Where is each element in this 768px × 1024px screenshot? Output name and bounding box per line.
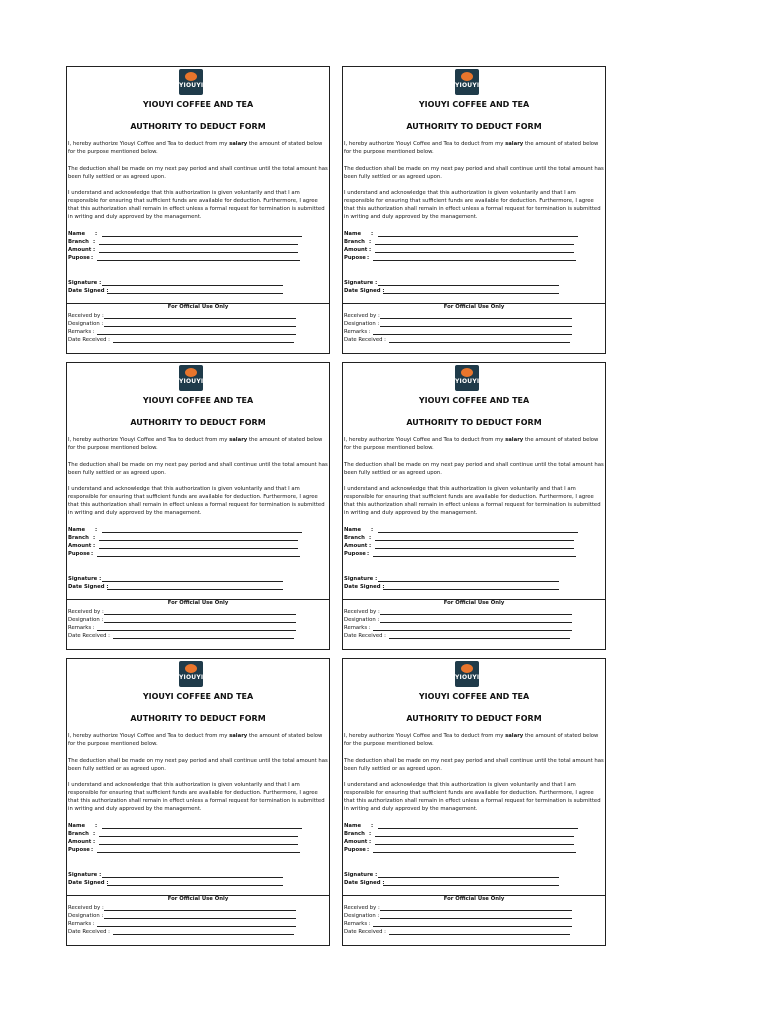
- designation-label: Designation :: [68, 617, 104, 623]
- authorization-text-end: the amount of stated below for the purpose mentioned below.: [344, 437, 599, 451]
- purpose-field[interactable]: [344, 550, 584, 558]
- purpose-input-line[interactable]: [97, 556, 300, 557]
- date-signed-field[interactable]: [344, 583, 584, 591]
- received-by-input-line[interactable]: [380, 614, 572, 615]
- amount-field[interactable]: [344, 542, 584, 550]
- remarks-field[interactable]: [68, 920, 308, 928]
- authorization-text-salary: salary: [229, 733, 248, 739]
- acknowledgement-paragraph: I understand and acknowledge that this authorization is given voluntarily and that I am responsible for ensuring that sufficient funds are available for deduction. Furthermore, I agree that this authorization shall remain in effect unless a formal request for termination is submitted in writing and duly approved by the management.: [68, 486, 325, 516]
- yiouyi-logo: [179, 365, 203, 391]
- remarks-input-line[interactable]: [373, 630, 572, 631]
- received-by-field[interactable]: [68, 608, 308, 616]
- date-signed-input-line[interactable]: [107, 885, 283, 886]
- company-name: YIOUYI COFFEE AND TEA: [142, 396, 254, 405]
- date-received-input-line[interactable]: [389, 638, 570, 639]
- designation-input-line[interactable]: [380, 622, 572, 623]
- authorization-text-end: the amount of stated below for the purpose mentioned below.: [68, 437, 323, 451]
- name-field[interactable]: [344, 526, 584, 534]
- name-input-line[interactable]: [378, 828, 578, 829]
- received-by-field[interactable]: [68, 904, 308, 912]
- yiouyi-logo: [455, 365, 479, 391]
- amount-label: Amount: [344, 839, 368, 845]
- form-title: AUTHORITY TO DEDUCT FORM: [130, 122, 266, 131]
- company-name: YIOUYI COFFEE AND TEA: [142, 692, 254, 701]
- amount-input-line[interactable]: [99, 844, 298, 845]
- signature-field[interactable]: [68, 871, 308, 879]
- date-signed-field[interactable]: [68, 879, 308, 887]
- authorization-text-start: I, hereby authorize Yiouyi Coffee and Tea to deduct from my: [344, 733, 506, 739]
- purpose-input-line[interactable]: [373, 852, 576, 853]
- branch-colon: :: [93, 239, 96, 245]
- authorization-text-end: the amount of stated below for the purpose mentioned below.: [344, 141, 599, 155]
- received-by-input-line[interactable]: [104, 910, 296, 911]
- received-by-field[interactable]: [344, 608, 584, 616]
- received-by-input-line[interactable]: [104, 614, 296, 615]
- remarks-field[interactable]: [344, 328, 584, 336]
- branch-input-line[interactable]: [375, 836, 574, 837]
- remarks-input-line[interactable]: [97, 630, 296, 631]
- deduction-form-card: [342, 658, 606, 946]
- received-by-label: Received by :: [344, 609, 380, 615]
- branch-colon: :: [93, 535, 96, 541]
- designation-label: Designation :: [68, 321, 104, 327]
- amount-field[interactable]: [68, 838, 308, 846]
- date-received-input-line[interactable]: [113, 342, 294, 343]
- amount-input-line[interactable]: [375, 548, 574, 549]
- received-by-field[interactable]: [344, 904, 584, 912]
- acknowledgement-paragraph: I understand and acknowledge that this authorization is given voluntarily and that I am responsible for ensuring that sufficient funds are available for deduction. Furthermore, I agree that this authorization shall remain in effect unless a formal request for termination is submitted in writing and duly approved by the management.: [344, 486, 601, 516]
- signature-field[interactable]: [68, 575, 308, 583]
- designation-input-line[interactable]: [104, 918, 296, 919]
- amount-field[interactable]: [344, 246, 584, 254]
- logo-mascot-icon: [185, 664, 197, 673]
- remarks-label: Remarks :: [68, 329, 95, 335]
- date-received-field[interactable]: [344, 632, 584, 640]
- amount-colon: :: [93, 543, 96, 549]
- purpose-field[interactable]: [344, 846, 584, 854]
- logo-mascot-icon: [461, 664, 473, 673]
- date-received-label: Date Received :: [344, 929, 386, 935]
- amount-field[interactable]: [344, 838, 584, 846]
- remarks-field[interactable]: [68, 328, 308, 336]
- designation-input-line[interactable]: [104, 326, 296, 327]
- received-by-label: Received by :: [68, 609, 104, 615]
- received-by-label: Received by :: [68, 905, 104, 911]
- signature-label: Signature :: [344, 280, 378, 286]
- signature-input-line[interactable]: [378, 581, 559, 582]
- yiouyi-logo: [455, 69, 479, 95]
- amount-input-line[interactable]: [99, 252, 298, 253]
- received-by-label: Received by :: [344, 313, 380, 319]
- branch-colon: :: [93, 831, 96, 837]
- remarks-input-line[interactable]: [373, 334, 572, 335]
- logo-mascot-icon: [461, 368, 473, 377]
- date-signed-input-line[interactable]: [383, 293, 559, 294]
- purpose-label: Pupose: [344, 847, 366, 853]
- date-signed-label: Date Signed :: [68, 584, 109, 590]
- name-field[interactable]: [344, 230, 584, 238]
- deduction-form-card: [66, 362, 330, 650]
- amount-label: Amount: [68, 247, 92, 253]
- branch-field[interactable]: [68, 534, 308, 542]
- purpose-colon: :: [367, 551, 370, 557]
- remarks-field[interactable]: [344, 920, 584, 928]
- official-use-heading: For Official Use Only: [443, 896, 505, 902]
- date-received-input-line[interactable]: [113, 638, 294, 639]
- designation-label: Designation :: [344, 617, 380, 623]
- authorization-paragraph: [344, 437, 604, 453]
- authorization-text-salary: salary: [505, 437, 524, 443]
- date-received-field[interactable]: [68, 632, 308, 640]
- logo-mascot-icon: [461, 72, 473, 81]
- yiouyi-logo: [179, 69, 203, 95]
- purpose-field[interactable]: [344, 254, 584, 262]
- signature-label: Signature :: [68, 872, 102, 878]
- acknowledgement-paragraph: I understand and acknowledge that this authorization is given voluntarily and that I am responsible for ensuring that sufficient funds are available for deduction. Furthermore, I agree that this authorization shall remain in effect unless a formal request for termination is submitted in writing and duly approved by the management.: [344, 190, 601, 220]
- date-received-input-line[interactable]: [389, 342, 570, 343]
- form-title: AUTHORITY TO DEDUCT FORM: [130, 714, 266, 723]
- amount-field[interactable]: [68, 542, 308, 550]
- date-signed-label: Date Signed :: [344, 880, 385, 886]
- purpose-input-line[interactable]: [373, 556, 576, 557]
- authorization-paragraph: [344, 733, 604, 749]
- amount-colon: :: [369, 543, 372, 549]
- form-title: AUTHORITY TO DEDUCT FORM: [406, 714, 542, 723]
- acknowledgement-paragraph: I understand and acknowledge that this authorization is given voluntarily and that I am responsible for ensuring that sufficient funds are available for deduction. Furthermore, I agree that this authorization shall remain in effect unless a formal request for termination is submitted in writing and duly approved by the management.: [68, 782, 325, 812]
- company-name: YIOUYI COFFEE AND TEA: [142, 100, 254, 109]
- purpose-field[interactable]: [68, 254, 308, 262]
- received-by-field[interactable]: [68, 312, 308, 320]
- logo-text: YIOUYI: [179, 82, 204, 89]
- name-label: Name: [344, 231, 362, 237]
- name-colon: :: [95, 823, 98, 829]
- signature-input-line[interactable]: [102, 285, 283, 286]
- acknowledgement-paragraph: I understand and acknowledge that this authorization is given voluntarily and that I am responsible for ensuring that sufficient funds are available for deduction. Furthermore, I agree that this authorization shall remain in effect unless a formal request for termination is submitted in writing and duly approved by the management.: [344, 782, 601, 812]
- name-input-line[interactable]: [102, 236, 302, 237]
- purpose-input-line[interactable]: [373, 260, 576, 261]
- logo-text: YIOUYI: [455, 674, 480, 681]
- name-label: Name: [68, 527, 86, 533]
- received-by-input-line[interactable]: [380, 318, 572, 319]
- date-received-input-line[interactable]: [113, 934, 294, 935]
- branch-colon: :: [369, 239, 372, 245]
- amount-label: Amount: [344, 247, 368, 253]
- signature-label: Signature :: [68, 576, 102, 582]
- branch-input-line[interactable]: [375, 540, 574, 541]
- received-by-input-line[interactable]: [104, 318, 296, 319]
- name-field[interactable]: [68, 526, 308, 534]
- designation-label: Designation :: [344, 321, 380, 327]
- branch-input-line[interactable]: [99, 244, 298, 245]
- official-use-heading: For Official Use Only: [443, 600, 505, 606]
- date-received-input-line[interactable]: [389, 934, 570, 935]
- deduction-schedule-paragraph: The deduction shall be made on my next pay period and shall continue until the total amount has been fully settled or as agreed upon.: [68, 758, 328, 772]
- branch-label: Branch: [68, 831, 89, 837]
- authorization-text-start: I, hereby authorize Yiouyi Coffee and Tea to deduct from my: [68, 437, 230, 443]
- purpose-label: Pupose: [68, 847, 90, 853]
- name-field[interactable]: [68, 230, 308, 238]
- date-signed-input-line[interactable]: [107, 589, 283, 590]
- deduction-form-card: [342, 362, 606, 650]
- signature-label: Signature :: [344, 576, 378, 582]
- designation-label: Designation :: [344, 913, 380, 919]
- form-title: AUTHORITY TO DEDUCT FORM: [406, 122, 542, 131]
- date-signed-label: Date Signed :: [68, 880, 109, 886]
- authorization-text-start: I, hereby authorize Yiouyi Coffee and Tea to deduct from my: [344, 437, 506, 443]
- amount-input-line[interactable]: [375, 844, 574, 845]
- date-signed-field[interactable]: [344, 287, 584, 295]
- purpose-label: Pupose: [344, 551, 366, 557]
- remarks-label: Remarks :: [344, 921, 371, 927]
- name-label: Name: [68, 231, 86, 237]
- amount-field[interactable]: [68, 246, 308, 254]
- authorization-text-end: the amount of stated below for the purpose mentioned below.: [68, 733, 323, 747]
- designation-field[interactable]: [344, 616, 584, 624]
- yiouyi-logo: [455, 661, 479, 687]
- date-received-label: Date Received :: [344, 337, 386, 343]
- company-name: YIOUYI COFFEE AND TEA: [418, 100, 530, 109]
- authorization-text-salary: salary: [505, 141, 524, 147]
- amount-label: Amount: [68, 543, 92, 549]
- designation-field[interactable]: [344, 912, 584, 920]
- signature-input-line[interactable]: [378, 285, 559, 286]
- signature-field[interactable]: [344, 279, 584, 287]
- name-input-line[interactable]: [102, 828, 302, 829]
- purpose-label: Pupose: [68, 551, 90, 557]
- date-signed-label: Date Signed :: [68, 288, 109, 294]
- authorization-text-end: the amount of stated below for the purpose mentioned below.: [344, 733, 599, 747]
- date-received-field[interactable]: [68, 928, 308, 936]
- signature-label: Signature :: [344, 872, 378, 878]
- deduction-schedule-paragraph: The deduction shall be made on my next pay period and shall continue until the total amount has been fully settled or as agreed upon.: [68, 462, 328, 476]
- date-received-label: Date Received :: [344, 633, 386, 639]
- branch-input-line[interactable]: [99, 540, 298, 541]
- designation-field[interactable]: [68, 912, 308, 920]
- name-label: Name: [344, 823, 362, 829]
- branch-field[interactable]: [344, 534, 584, 542]
- authorization-paragraph: [68, 141, 328, 157]
- designation-field[interactable]: [68, 616, 308, 624]
- name-label: Name: [344, 527, 362, 533]
- name-input-line[interactable]: [378, 532, 578, 533]
- amount-label: Amount: [344, 543, 368, 549]
- branch-colon: :: [369, 535, 372, 541]
- authorization-paragraph: [68, 437, 328, 453]
- date-received-field[interactable]: [344, 336, 584, 344]
- authorization-text-salary: salary: [229, 141, 248, 147]
- authorization-paragraph: [344, 141, 604, 157]
- name-label: Name: [68, 823, 86, 829]
- remarks-field[interactable]: [344, 624, 584, 632]
- designation-label: Designation :: [68, 913, 104, 919]
- name-field[interactable]: [68, 822, 308, 830]
- name-colon: :: [371, 527, 374, 533]
- designation-input-line[interactable]: [380, 326, 572, 327]
- authorization-text-end: the amount of stated below for the purpose mentioned below.: [68, 141, 323, 155]
- deduction-schedule-paragraph: The deduction shall be made on my next pay period and shall continue until the total amount has been fully settled or as agreed upon.: [344, 758, 604, 772]
- logo-text: YIOUYI: [179, 674, 204, 681]
- authorization-text-start: I, hereby authorize Yiouyi Coffee and Tea to deduct from my: [68, 733, 230, 739]
- date-received-label: Date Received :: [68, 929, 110, 935]
- yiouyi-logo: [179, 661, 203, 687]
- received-by-input-line[interactable]: [380, 910, 572, 911]
- signature-field[interactable]: [344, 575, 584, 583]
- remarks-input-line[interactable]: [373, 926, 572, 927]
- designation-input-line[interactable]: [380, 918, 572, 919]
- name-input-line[interactable]: [102, 532, 302, 533]
- branch-field[interactable]: [344, 238, 584, 246]
- name-colon: :: [371, 231, 374, 237]
- deduction-form-card: [66, 66, 330, 354]
- purpose-field[interactable]: [68, 846, 308, 854]
- signature-field[interactable]: [68, 279, 308, 287]
- deduction-form-card: [66, 658, 330, 946]
- purpose-input-line[interactable]: [97, 260, 300, 261]
- deduction-form-card: [342, 66, 606, 354]
- company-name: YIOUYI COFFEE AND TEA: [418, 692, 530, 701]
- acknowledgement-paragraph: I understand and acknowledge that this authorization is given voluntarily and that I am responsible for ensuring that sufficient funds are available for deduction. Furthermore, I agree that this authorization shall remain in effect unless a formal request for termination is submitted in writing and duly approved by the management.: [68, 190, 325, 220]
- authorization-text-start: I, hereby authorize Yiouyi Coffee and Tea to deduct from my: [344, 141, 506, 147]
- deduction-schedule-paragraph: The deduction shall be made on my next pay period and shall continue until the total amount has been fully settled or as agreed upon.: [68, 166, 328, 180]
- purpose-colon: :: [91, 847, 94, 853]
- branch-label: Branch: [68, 239, 89, 245]
- amount-colon: :: [93, 839, 96, 845]
- purpose-field[interactable]: [68, 550, 308, 558]
- purpose-colon: :: [367, 847, 370, 853]
- date-signed-label: Date Signed :: [344, 584, 385, 590]
- authorization-text-salary: salary: [505, 733, 524, 739]
- received-by-field[interactable]: [344, 312, 584, 320]
- signature-input-line[interactable]: [102, 581, 283, 582]
- branch-field[interactable]: [68, 830, 308, 838]
- name-colon: :: [371, 823, 374, 829]
- signature-input-line[interactable]: [102, 877, 283, 878]
- amount-input-line[interactable]: [99, 548, 298, 549]
- purpose-input-line[interactable]: [97, 852, 300, 853]
- signature-input-line[interactable]: [378, 877, 559, 878]
- deduction-schedule-paragraph: The deduction shall be made on my next pay period and shall continue until the total amount has been fully settled or as agreed upon.: [344, 462, 604, 476]
- designation-field[interactable]: [344, 320, 584, 328]
- name-input-line[interactable]: [378, 236, 578, 237]
- form-title: AUTHORITY TO DEDUCT FORM: [130, 418, 266, 427]
- date-received-field[interactable]: [68, 336, 308, 344]
- branch-colon: :: [369, 831, 372, 837]
- date-received-label: Date Received :: [68, 633, 110, 639]
- date-received-field[interactable]: [344, 928, 584, 936]
- logo-text: YIOUYI: [179, 378, 204, 385]
- date-signed-input-line[interactable]: [383, 885, 559, 886]
- amount-colon: :: [369, 839, 372, 845]
- logo-mascot-icon: [185, 72, 197, 81]
- branch-input-line[interactable]: [99, 836, 298, 837]
- signature-label: Signature :: [68, 280, 102, 286]
- name-field[interactable]: [344, 822, 584, 830]
- date-signed-input-line[interactable]: [107, 293, 283, 294]
- branch-field[interactable]: [344, 830, 584, 838]
- received-by-label: Received by :: [344, 905, 380, 911]
- logo-text: YIOUYI: [455, 82, 480, 89]
- authorization-text-salary: salary: [229, 437, 248, 443]
- remarks-input-line[interactable]: [97, 926, 296, 927]
- remarks-label: Remarks :: [68, 625, 95, 631]
- date-signed-input-line[interactable]: [383, 589, 559, 590]
- official-use-heading: For Official Use Only: [167, 896, 229, 902]
- amount-colon: :: [93, 247, 96, 253]
- purpose-colon: :: [367, 255, 370, 261]
- company-name: YIOUYI COFFEE AND TEA: [418, 396, 530, 405]
- date-received-label: Date Received :: [68, 337, 110, 343]
- received-by-label: Received by :: [68, 313, 104, 319]
- official-use-heading: For Official Use Only: [167, 600, 229, 606]
- branch-label: Branch: [344, 831, 365, 837]
- signature-field[interactable]: [344, 871, 584, 879]
- date-signed-label: Date Signed :: [344, 288, 385, 294]
- name-colon: :: [95, 231, 98, 237]
- logo-text: YIOUYI: [455, 378, 480, 385]
- purpose-label: Pupose: [68, 255, 90, 261]
- deduction-schedule-paragraph: The deduction shall be made on my next pay period and shall continue until the total amount has been fully settled or as agreed upon.: [344, 166, 604, 180]
- name-colon: :: [95, 527, 98, 533]
- date-signed-field[interactable]: [68, 287, 308, 295]
- amount-label: Amount: [68, 839, 92, 845]
- remarks-label: Remarks :: [344, 625, 371, 631]
- branch-input-line[interactable]: [375, 244, 574, 245]
- designation-field[interactable]: [68, 320, 308, 328]
- amount-colon: :: [369, 247, 372, 253]
- official-use-heading: For Official Use Only: [167, 304, 229, 310]
- form-title: AUTHORITY TO DEDUCT FORM: [406, 418, 542, 427]
- remarks-label: Remarks :: [68, 921, 95, 927]
- authorization-text-start: I, hereby authorize Yiouyi Coffee and Tea to deduct from my: [68, 141, 230, 147]
- designation-input-line[interactable]: [104, 622, 296, 623]
- official-use-heading: For Official Use Only: [443, 304, 505, 310]
- remarks-label: Remarks :: [344, 329, 371, 335]
- branch-label: Branch: [68, 535, 89, 541]
- date-signed-field[interactable]: [344, 879, 584, 887]
- remarks-input-line[interactable]: [97, 334, 296, 335]
- remarks-field[interactable]: [68, 624, 308, 632]
- branch-label: Branch: [344, 535, 365, 541]
- purpose-colon: :: [91, 551, 94, 557]
- logo-mascot-icon: [185, 368, 197, 377]
- branch-field[interactable]: [68, 238, 308, 246]
- purpose-label: Pupose: [344, 255, 366, 261]
- date-signed-field[interactable]: [68, 583, 308, 591]
- authorization-paragraph: [68, 733, 328, 749]
- amount-input-line[interactable]: [375, 252, 574, 253]
- branch-label: Branch: [344, 239, 365, 245]
- purpose-colon: :: [91, 255, 94, 261]
